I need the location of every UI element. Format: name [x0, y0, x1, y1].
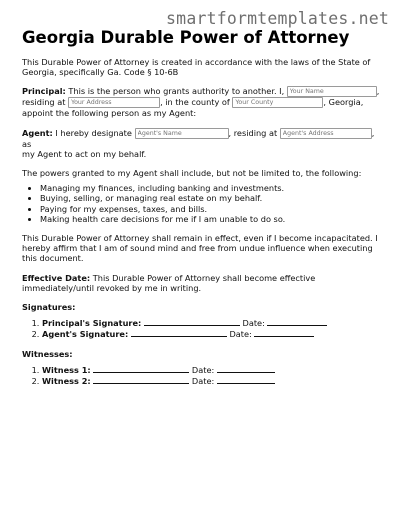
effective-date-text: This Durable Power of Attorney shall become effective immediately/until revoked by me in writing. [22, 272, 316, 293]
agent-date-line[interactable] [254, 328, 314, 337]
principal-text: appoint the following person as my Agent: [22, 108, 197, 119]
list-item: • Making health care decisions for me if I am unable to do so. [40, 214, 384, 224]
date-label: Date: [226, 329, 255, 340]
list-item [42, 317, 384, 328]
list-item: • Paying for my expenses, taxes, and bills. [40, 204, 384, 214]
principal-label: Principal: [22, 86, 66, 97]
agent-signature-label: Agent's Signature: [42, 329, 129, 340]
principal-text: This is the person who grants authority to another. I, [65, 86, 287, 97]
principal-text: , [376, 86, 380, 97]
document-page [22, 28, 384, 386]
list-item: • Buying, selling, or managing real estate on my behalf. [40, 193, 384, 203]
list-item [42, 364, 384, 375]
agent-text: my Agent to act on my behalf. [22, 148, 147, 159]
principal-text: residing at [22, 97, 69, 108]
agent-label: Agent: [22, 127, 53, 138]
witnesses-heading-text: Witnesses: [22, 348, 73, 359]
witness-1-date-line[interactable] [217, 364, 275, 373]
agent-name-input[interactable] [135, 128, 229, 139]
witnesses-list [22, 364, 384, 386]
witness-2-date-line[interactable] [217, 375, 275, 384]
powers-intro: The powers granted to my Agent shall include, but not be limited to, the following: [22, 168, 362, 179]
effective-date-paragraph [22, 273, 384, 293]
agent-text: I hereby designate [52, 127, 135, 138]
site-watermark: smartformtemplates.net [166, 9, 389, 28]
date-label: Date: [189, 376, 217, 387]
agent-address-input[interactable] [280, 128, 372, 139]
list-item [42, 375, 384, 386]
powers-list [22, 183, 384, 224]
effective-date-label: Effective Date: [22, 272, 91, 283]
list-item [42, 328, 384, 339]
principal-paragraph [22, 86, 384, 118]
agent-text: , residing at [228, 127, 280, 138]
signatures-heading [22, 302, 384, 312]
intro-paragraph: This Durable Power of Attorney is created in accordance with the laws of the State of Georgia, specifically Ga. Code § 10-6B [22, 57, 371, 78]
durability-paragraph: This Durable Power of Attorney shall remain in effect, even if I become incapacitated. I hereby affirm that I am of sound mind and free from undue influence when executing this document. [22, 233, 378, 264]
witness-2-label: Witness 2: [42, 376, 91, 387]
witnesses-heading [22, 349, 384, 359]
principal-date-line[interactable] [267, 317, 327, 326]
principal-name-input[interactable] [287, 86, 377, 97]
principal-text: , Georgia, [323, 97, 364, 108]
witness-1-label: Witness 1: [42, 364, 91, 375]
principal-signature-label: Principal's Signature: [42, 318, 142, 329]
date-label: Date: [239, 318, 268, 329]
signatures-heading-text: Signatures: [22, 302, 76, 313]
principal-county-input[interactable] [232, 97, 323, 108]
witness-2-signature-line[interactable] [93, 375, 189, 384]
witness-1-signature-line[interactable] [93, 364, 189, 373]
agent-signature-line[interactable] [131, 328, 227, 337]
list-item: • Managing my finances, including banking and investments. [40, 183, 384, 193]
signatures-list [22, 317, 384, 339]
date-label: Date: [189, 364, 217, 375]
document-title: Georgia Durable Power of Attorney [22, 28, 350, 47]
agent-text: , as [22, 127, 375, 149]
agent-paragraph [22, 128, 384, 159]
principal-text: , in the county of [160, 97, 233, 108]
principal-address-input[interactable] [68, 97, 160, 108]
principal-signature-line[interactable] [144, 317, 240, 326]
